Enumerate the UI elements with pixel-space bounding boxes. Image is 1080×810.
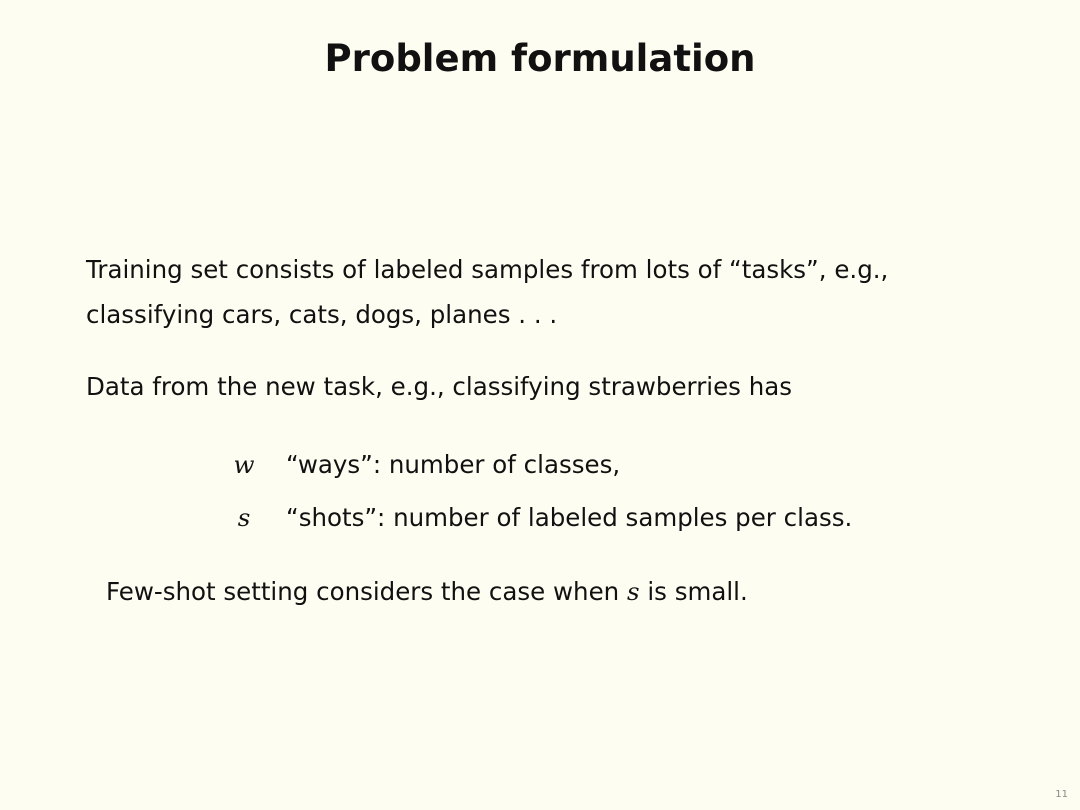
few-shot-text-before: Few-shot setting considers the case when [106,577,627,606]
definition-symbol: w [233,450,255,479]
training-set-line-1: Training set consists of labeled samples from lots of “tasks”, e.g., [86,255,889,284]
definition-symbol: s [237,503,251,532]
few-shot-paragraph [106,575,748,609]
page-number: 11 [1055,789,1068,800]
training-set-paragraph [86,247,888,337]
definition-text: “ways”: number of classes, [286,450,621,479]
training-set-line-2: classifying cars, cats, dogs, planes . . . [86,300,558,329]
slide-title: Problem formulation [324,37,756,80]
new-task-paragraph: Data from the new task, e.g., classifying strawberries has [86,372,793,401]
few-shot-text-after: is small. [639,577,748,606]
definition-text: “shots”: number of labeled samples per class. [286,503,853,532]
few-shot-variable: s [626,577,640,606]
